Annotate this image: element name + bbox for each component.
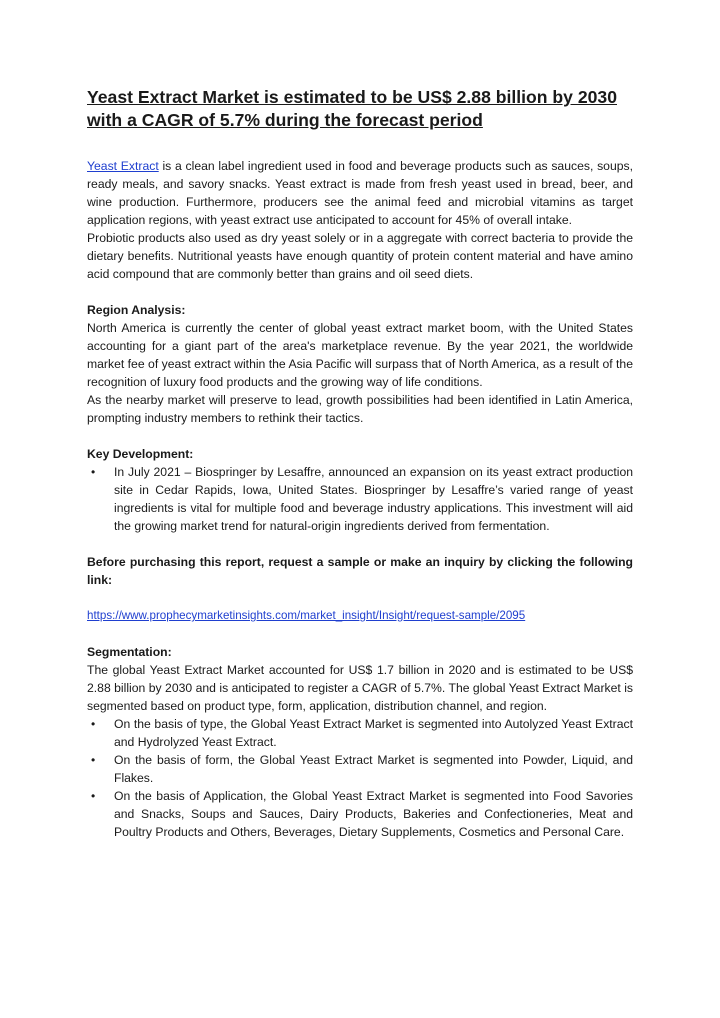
list-item-text: On the basis of Application, the Global Yeast Extract Market is segmented into Food Savories and Snacks, Soups and Sauces, Dairy Products, Bakeries and Confectioneries, Meat and Poultry Products and Others, Beverages, Dietary Supplements, Cosmetics and Personal Care.	[114, 789, 633, 839]
list-item	[87, 751, 633, 787]
bullet-icon: •	[91, 465, 96, 479]
region-paragraph-1: North America is currently the center of global yeast extract market boom, with the United States accounting for a giant part of the area's marketplace revenue. By the year 2021, the worldwide market fee of yeast extract within the Asia Pacific will surpass that of North America, as a result of the recognition of luxury food products and the growing way of life conditions.	[87, 321, 633, 389]
bullet-icon: •	[91, 717, 96, 731]
list-item-text: On the basis of type, the Global Yeast Extract Market is segmented into Autolyzed Yeast Extract and Hydrolyzed Yeast Extract.	[114, 717, 633, 749]
list-item-text: In July 2021 – Biospringer by Lesaffre, announced an expansion on its yeast extract production site in Cedar Rapids, Iowa, United States. Biospringer by Lesaffre’s varied range of yeast ingredients is vital for multiple food and beverage industry applications. This investment will aid the growing market trend for natural-origin ingredients derived from fermentation.	[114, 465, 633, 533]
document-title: Yeast Extract Market is estimated to be US$ 2.88 billion by 2030 with a CAGR of 5.7% during the forecast period	[87, 87, 617, 130]
intro-paragraph-1-text: is a clean label ingredient used in food and beverage products such as sauces, soups, ready meals, and savory snacks. Yeast extract is made from fresh yeast used in bread, beer, and wine production. Furthermore, producers see the animal feed and microbial vitamins as target application regions, with yeast extract use anticipated to account for 45% of overall intake.	[87, 159, 633, 227]
list-item	[87, 463, 633, 535]
bullet-icon: •	[91, 753, 96, 767]
bullet-icon: •	[91, 789, 96, 803]
key-development-list	[87, 463, 633, 535]
list-item	[87, 787, 633, 841]
segmentation-paragraph: The global Yeast Extract Market accounted for US$ 1.7 billion in 2020 and is estimated to be US$ 2.88 billion by 2030 and is anticipated to register a CAGR of 5.7%. The global Yeast Extract Market is segmented based on product type, form, application, distribution channel, and region.	[87, 663, 633, 713]
segmentation-heading: Segmentation:	[87, 645, 172, 659]
document-page	[87, 86, 633, 841]
region-paragraph-2: As the nearby market will preserve to lead, growth possibilities had been identified in Latin America, prompting industry members to rethink their tactics.	[87, 393, 633, 425]
region-analysis-heading: Region Analysis:	[87, 303, 186, 317]
sample-request-link[interactable]: https://www.prophecymarketinsights.com/market_insight/Insight/request-sample/2095	[87, 609, 526, 622]
intro-paragraph-1	[87, 157, 633, 229]
cta-text: Before purchasing this report, request a sample or make an inquiry by clicking the following link:	[87, 555, 633, 587]
segmentation-list	[87, 715, 633, 841]
sample-request-url-line	[87, 607, 633, 625]
key-development-heading: Key Development:	[87, 447, 194, 461]
intro-paragraph-2: Probiotic products also used as dry yeast solely or in a aggregate with correct bacteria to provide the dietary benefits. Nutritional yeasts have enough quantity of protein content material and have amino acid compound that are commonly better than grains and oil seed diets.	[87, 231, 633, 281]
yeast-extract-link[interactable]: Yeast Extract	[87, 159, 159, 173]
list-item	[87, 715, 633, 751]
list-item-text: On the basis of form, the Global Yeast Extract Market is segmented into Powder, Liquid, and Flakes.	[114, 753, 633, 785]
